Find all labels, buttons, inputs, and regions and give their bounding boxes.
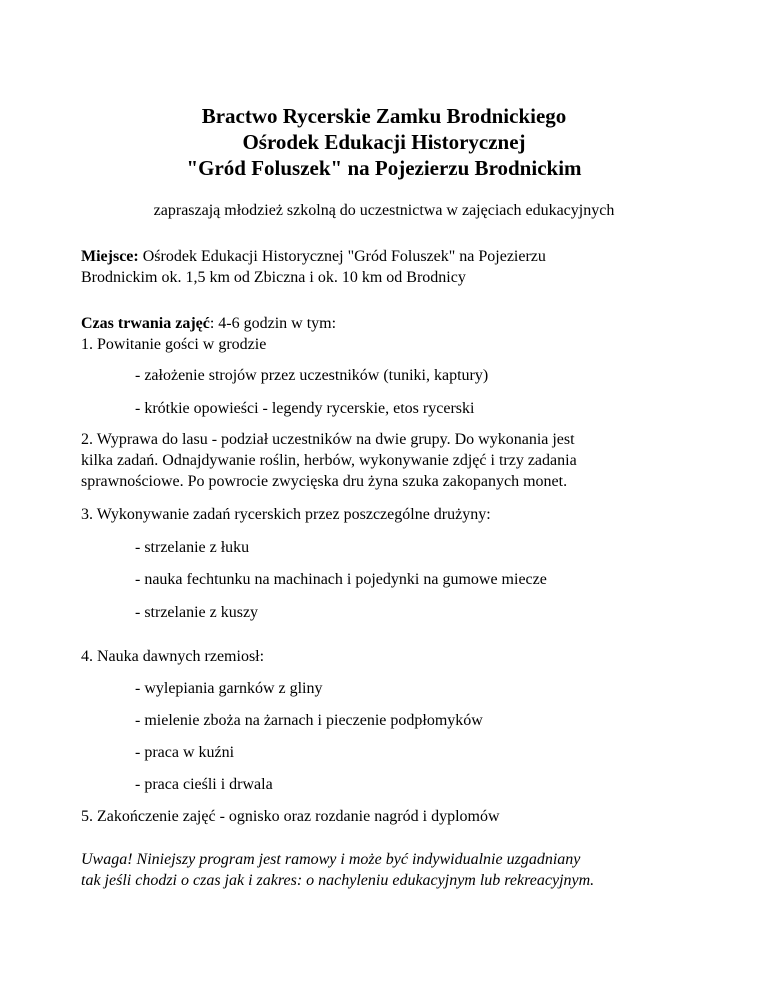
section-4-item-2: - mielenie zboża na żarnach i pieczenie podpłomyków: [135, 712, 483, 729]
section-1-item-1: - założenie strojów przez uczestników (tuniki, kaptury): [135, 367, 489, 384]
section-3-title: 3. Wykonywanie zadań rycerskich przez poszczególne drużyny:: [81, 506, 491, 523]
section-4-item-4: - praca cieśli i drwala: [135, 776, 273, 793]
invitation-text: zapraszają młodzież szkolną do uczestnictwa w zajęciach edukacyjnych: [153, 202, 615, 219]
section-3-item-1: - strzelanie z łuku: [135, 539, 250, 556]
header-line-2: Ośrodek Edukacji Historycznej: [242, 130, 526, 154]
section-2-line-1: 2. Wyprawa do lasu - podział uczestników na dwie grupy. Do wykonania jest: [81, 431, 575, 448]
section-4-item-1: - wylepiania garnków z gliny: [135, 680, 323, 697]
section-1-title: 1. Powitanie gości w grodzie: [81, 336, 267, 353]
section-1-item-2: - krótkie opowieści - legendy rycerskie, etos rycerski: [135, 400, 475, 417]
place-line-2: Brodnickim ok. 1,5 km od Zbiczna i ok. 10 km od Brodnicy: [81, 269, 466, 286]
place-label: Miejsce:: [81, 248, 139, 265]
section-4-title: 4. Nauka dawnych rzemiosł:: [81, 648, 265, 665]
header-line-1: Bractwo Rycerskie Zamku Brodnickiego: [201, 104, 567, 128]
duration-text: : 4-6 godzin w tym:: [209, 315, 337, 332]
section-4-item-3: - praca w kuźni: [135, 744, 235, 761]
duration-line: [81, 313, 691, 334]
note-line-1: Uwaga! Niniejszy program jest ramowy i może być indywidualnie uzgadniany: [81, 851, 581, 868]
note-line-2: tak jeśli chodzi o czas jak i zakres: o nachyleniu edukacyjnym lub rekreacyjnym.: [81, 872, 595, 889]
place-line-1: [81, 246, 691, 267]
header-line-3: "Gród Foluszek" na Pojezierzu Brodnickim: [186, 156, 582, 180]
section-2-line-2: kilka zadań. Odnajdywanie roślin, herbów, wykonywanie zdjęć i trzy zadania: [81, 452, 577, 469]
duration-label: Czas trwania zajęć: [81, 315, 210, 332]
section-5-title: 5. Zakończenie zajęć - ognisko oraz rozdanie nagród i dyplomów: [81, 808, 500, 825]
section-3-item-3: - strzelanie z kuszy: [135, 604, 259, 621]
section-2-line-3: sprawnościowe. Po powrocie zwycięska dru żyna szuka zakopanych monet.: [81, 473, 568, 490]
place-text-1: Ośrodek Edukacji Historycznej "Gród Foluszek" na Pojezierzu: [138, 248, 546, 265]
section-3-item-2: - nauka fechtunku na machinach i pojedynki na gumowe miecze: [135, 571, 547, 588]
